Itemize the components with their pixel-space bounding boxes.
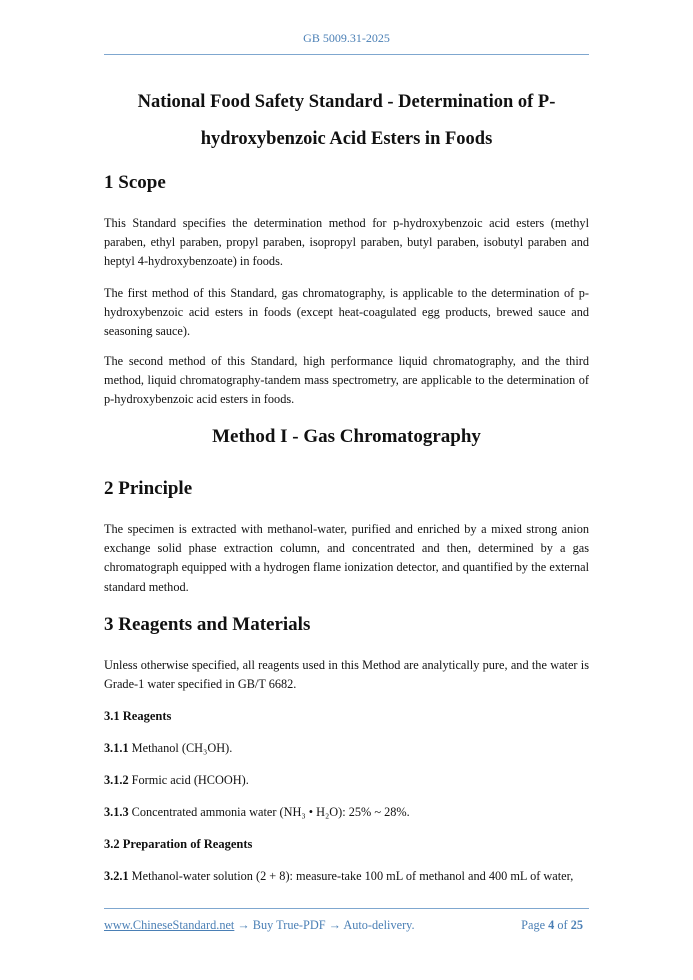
- footer-divider: [104, 908, 589, 909]
- page-total: 25: [570, 918, 583, 932]
- header-divider: [104, 54, 589, 55]
- reagent-item: [104, 741, 589, 756]
- standard-code: GB 5009.31-2025: [303, 31, 390, 45]
- reagent-item-text: Formic acid (HCOOH).: [131, 773, 249, 787]
- page-number: [521, 918, 583, 933]
- reagent-item-number: 3.1.1: [104, 741, 129, 755]
- page-label: Page: [521, 918, 546, 932]
- document-title-line1: National Food Safety Standard - Determination of P-: [137, 92, 556, 112]
- page-of: of: [557, 918, 568, 932]
- scope-paragraph-3: The second method of this Standard, high performance liquid chromatography, and the third method, liquid chromatography-tandem mass spectrometry, are applicable to the determination of p-hydroxybenzoic acid esters in foods.: [104, 354, 589, 407]
- method-heading: Method I - Gas Chromatography: [212, 426, 481, 447]
- reagents-paragraph: Unless otherwise specified, all reagents used in this Method are analytically pure, and the water is Grade-1 water specified in GB/T 6682.: [104, 658, 589, 692]
- preparation-item: [104, 869, 589, 884]
- principle-paragraph: The specimen is extracted with methanol-water, purified and enriched by a mixed strong anion exchange solid phase extraction column, and concentrated and then, determined by a gas chromatograph equipped with a hydrogen flame ionization detector, and quantified by the external standard method.: [104, 522, 589, 594]
- preparation-item-number: 3.2.1: [104, 869, 129, 883]
- footer-promo: → Buy True-PDF → Auto-delivery.: [234, 918, 415, 932]
- section-heading-reagents: 3 Reagents and Materials: [104, 614, 311, 635]
- document-title: [104, 84, 589, 158]
- scope-paragraph-1: This Standard specifies the determination method for p-hydroxybenzoic acid esters (methyl paraben, ethyl paraben, propyl paraben, isopropyl paraben, butyl paraben, isobutyl paraben and heptyl 4-hydroxybenzoate) in foods.: [104, 216, 589, 269]
- subsection-reagents: 3.1 Reagents: [104, 709, 172, 723]
- subsection-preparation: 3.2 Preparation of Reagents: [104, 837, 253, 851]
- page-current: 4: [548, 918, 555, 932]
- preparation-item-text: Methanol-water solution (2 + 8): measure-take 100 mL of methanol and 400 mL of water,: [131, 869, 574, 883]
- reagent-item-text: Methanol (CH₃OH).: [131, 741, 233, 755]
- document-title-line2: hydroxybenzoic Acid Esters in Foods: [200, 129, 493, 149]
- section-heading-principle: 2 Principle: [104, 478, 193, 499]
- reagent-item: [104, 773, 589, 788]
- reagent-item-number: 3.1.2: [104, 773, 129, 787]
- section-heading-scope: 1 Scope: [104, 172, 166, 193]
- reagent-item-text: Concentrated ammonia water (NH₃ • H₂O): 25% ~ 28%.: [131, 805, 410, 819]
- reagent-item-number: 3.1.3: [104, 805, 129, 819]
- page-footer: [104, 918, 589, 933]
- site-link[interactable]: www.ChineseStandard.net: [104, 918, 235, 932]
- scope-paragraph-2: The first method of this Standard, gas chromatography, is applicable to the determination of p-hydroxybenzoic acid esters in foods (except heat-coagulated egg products, brewed sauce and seasoning sauce).: [104, 286, 589, 339]
- reagent-item: [104, 805, 589, 820]
